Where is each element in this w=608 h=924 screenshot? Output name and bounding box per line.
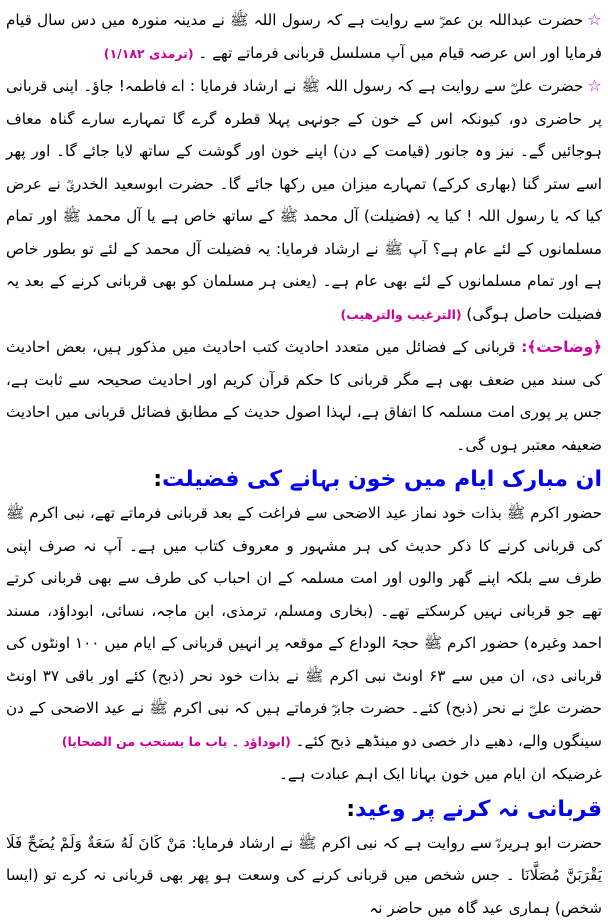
reference-citation: (ابوداؤد ۔ باب ما یستحب من الضحایا) <box>62 734 291 749</box>
star-icon: ☆ <box>587 76 602 95</box>
paragraph-text: غرضیکہ ان ایام میں خون بہانا ایک اہم عبادت ہے۔ <box>279 765 602 783</box>
paragraph-text: حضرت ابو ہریرہؓ سے روایت ہے کہ نبی اکرم ﷺ نے ارشاد فرمایا: <box>191 834 602 852</box>
arabic-hadith-text: مَنْ كَانَ لَهُ سَعَةٌ وَلَمْ يُضَحِّ فَلَا يَقْرَبَنَّ مُصَلَّانَا <box>6 834 602 885</box>
clarification-note <box>6 331 602 461</box>
note-label: ﴿وضاحت﴾: <box>521 338 602 356</box>
reference-citation: (الترغیب والترھیب) <box>340 307 461 322</box>
paragraph-text: حضرت علیؓ سے روایت ہے کہ رسول اللہ ﷺ نے ارشاد فرمایا : اے فاطمہ! جاؤ۔ اپنی قربانی پر حاضری دو، کیونکہ اس کے خون کے جونہی پہلا قطرہ گرے گا تمہارے سارے گناہ معاف ہوجائیں گے۔ نیز وہ جانور (قیامت کے دن) اپنے خون اور گوشت کے ساتھ لایا جائے گا۔ اور پھر اسے ستر گنا (بھاری کرکے) تمہارے میزان میں رکھا جائے گا۔ حضرت ابوسعید الخدریؓ نے عرض کیا کہ یا رسول اللہ ! کیا یہ (فضیلت) آل محمد ﷺ کے ساتھ خاص ہے یا آل محمد ﷺ اور تمام مسلمانوں کے لئے عام ہے؟ آپ ﷺ نے ارشاد فرمایا: یہ فضیلت آل محمد کے لئے تو بطور خاص ہے اور تمام مسلمانوں کے لئے بھی عام ہے۔ (یعنی ہر مسلمان کو بھی قربانی کرنے کے بعد یہ فضیلت حاصل ہوگی) <box>6 77 602 323</box>
section-heading-virtue <box>6 463 602 497</box>
hadith-abu-hurairah <box>6 827 602 924</box>
hadith-ibn-umar <box>6 4 602 70</box>
paragraph-text: حضرت عبداللہ بن عمرؓ سے روایت ہے کہ رسول اللہ ﷺ نے مدینہ منورہ میں دس سال قیام فرمایا اور اس عرصہ قیام میں آپ مسلسل قربانی فرماتے تھے ۔ <box>6 11 602 62</box>
heading-text: قربانی نہ کرنے پر وعید <box>355 797 602 822</box>
hadith-ali <box>6 70 602 331</box>
heading-colon: : <box>346 797 355 822</box>
reference-citation: (ترمذی ۱/۱۸۲) <box>104 46 194 61</box>
paragraph-text: قربانی کے فضائل میں متعدد احادیث کتب احادیث میں مذکور ہیں، بعض احادیث کی سند میں ضعف بھی ہے مگر قربانی کا حکم قرآن کریم اور احادیث صحیحہ سے ثابت ہے، جس پر پوری امت مسلمہ کا اتفاق ہے، لہذا اصول حدیث کے مطابق فضائل قربانی میں احادیث ضعیفہ معتبر ہوں گی۔ <box>6 338 602 454</box>
heading-text: ان مبارک ایام میں خون بہانے کی فضیلت <box>162 467 602 492</box>
star-icon: ☆ <box>587 10 602 29</box>
paragraph-text: حضور اکرم ﷺ بذات خود نماز عید الاضحی سے فراغت کے بعد قربانی فرماتے تھے، نبی اکرم ﷺ کی قربانی کرنے کا ذکر حدیث کی ہر مشہور و معروف کتاب میں ہے۔ آپ نہ صرف اپنی طرف سے بلکہ اپنے گھر والوں اور امت مسلمہ کے ان احباب کی طرف سے بھی قربانی کرتے تھے جو قربانی نہیں کرسکتے تھے۔ (بخاری ومسلم، ترمذی، ابن ماجہ، نسائی، ابوداؤد، مسند احمد وغیرہ) حضور اکرم ﷺ حجۃ الوداع کے موقعہ پر انہیں قربانی کے ایام میں ۱۰۰ اونٹوں کی قربانی دی، ان میں سے ۶۳ اونٹ نبی اکرم ﷺ نے بذات خود نحر (ذبح) کئے اور باقی ۳۷ اونٹ حضرت علیؓ نے نحر (ذبح) کئے۔ حضرت جابرؓ فرماتے ہیں کہ نبی اکرم ﷺ نے عید الاضحی کے دن سینگوں والے، دھبے دار خصی دو مینڈھے ذبح کئے۔ <box>6 504 602 750</box>
heading-colon: : <box>153 467 162 492</box>
prophet-sacrifice-paragraph <box>6 497 602 758</box>
section-heading-warning <box>6 793 602 827</box>
summary-paragraph <box>6 758 602 791</box>
paragraph-text-continued: ۔ جس شخص میں قربانی کرنے کی وسعت ہو پھر بھی قربانی نہ کرے تو (ایسا شخص) ہماری عید گاہ میں حاضر نہ <box>6 866 602 917</box>
